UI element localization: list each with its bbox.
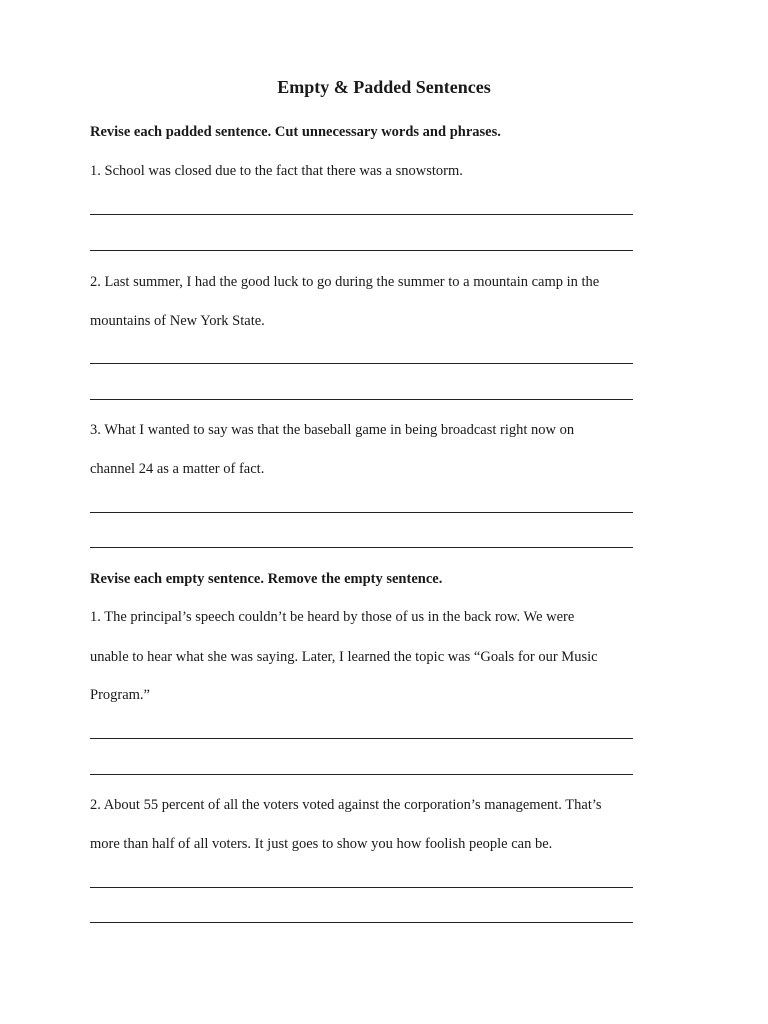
answer-line[interactable] (90, 738, 633, 739)
answer-line[interactable] (90, 774, 633, 775)
padded-question-3-line-1: 3. What I wanted to say was that the baseball game in being broadcast right now on (90, 422, 575, 438)
empty-question-2-line-1: 2. About 55 percent of all the voters voted against the corporation’s management. That’s (90, 797, 602, 813)
empty-question-1-line-3: Program.” (90, 687, 150, 703)
section-2-instruction: Revise each empty sentence. Remove the empty sentence. (90, 571, 443, 587)
padded-question-2-line-1: 2. Last summer, I had the good luck to go during the summer to a mountain camp in the (90, 274, 600, 290)
answer-line[interactable] (90, 399, 633, 400)
answer-line[interactable] (90, 547, 633, 548)
section-1-instruction: Revise each padded sentence. Cut unnecessary words and phrases. (90, 124, 501, 140)
empty-question-1-line-2: unable to hear what she was saying. Later, I learned the topic was “Goals for our Music (90, 649, 598, 665)
answer-line[interactable] (90, 214, 633, 215)
answer-line[interactable] (90, 363, 633, 364)
empty-question-1-line-1: 1. The principal’s speech couldn’t be heard by those of us in the back row. We were (90, 609, 575, 625)
answer-line[interactable] (90, 887, 633, 888)
empty-question-2-line-2: more than half of all voters. It just goes to show you how foolish people can be. (90, 836, 553, 852)
answer-line[interactable] (90, 250, 633, 251)
padded-question-3-line-2: channel 24 as a matter of fact. (90, 461, 265, 477)
page-title: Empty & Padded Sentences (277, 77, 491, 97)
padded-question-1-line-1: 1. School was closed due to the fact that there was a snowstorm. (90, 163, 463, 179)
padded-question-2-line-2: mountains of New York State. (90, 313, 265, 329)
answer-line[interactable] (90, 922, 633, 923)
answer-line[interactable] (90, 512, 633, 513)
